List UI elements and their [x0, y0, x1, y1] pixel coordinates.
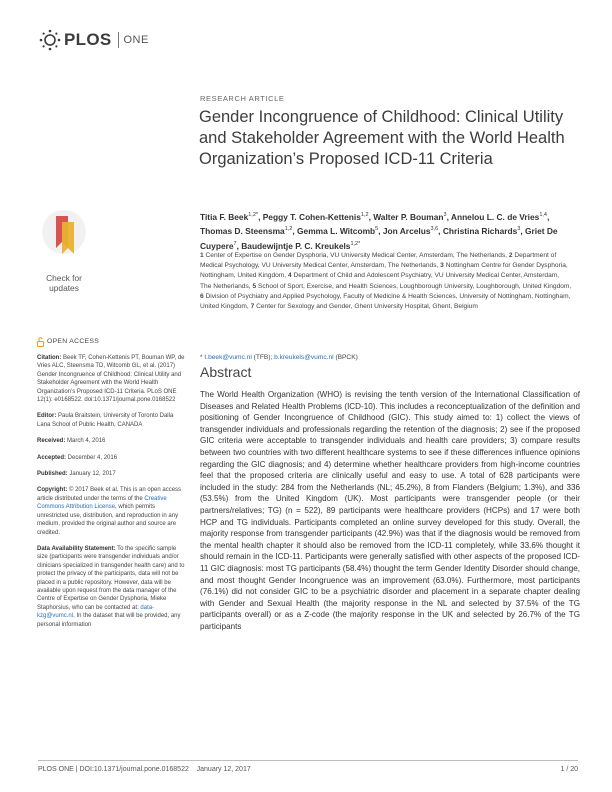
author-name: Peggy T. Cohen-Kettenis [262, 211, 361, 222]
editor-text: Paula Braitstein, University of Toronto Dalla Lana School of Public Health, CANADA [37, 413, 174, 428]
citation-text: Beek TF, Cohen-Kettenis PT, Bouman WP, de Vries ALC, Steensma TD, Witcomb GL, et al. (2017) Gender Incongruence of Childhood: Clinical Utility and Stakeholder Agreement with the World Health Organization’s Proposed ICD-11 Criteria. PLoS ONE 12(1): e0168522. doi:10.1371/journal.pone.0168522 [37, 355, 185, 404]
author-name: Christina Richards [442, 226, 518, 237]
author-affiliation-sup: 1,2 [248, 212, 256, 218]
affiliation-number: 7 [250, 303, 255, 311]
corresp-star: * [200, 354, 203, 361]
author-name: Jon Arcelus [382, 226, 431, 237]
affiliation-text: School of Sport, Exercise, and Health Sciences, Loughborough University, Loughborough, United Kingdom, [257, 282, 572, 290]
author-corresponding-star: * [255, 212, 259, 218]
abstract-text: The World Health Organization (WHO) is revising the tenth version of the International Classification of Diseases and Related Health Problems (ICD-10). This includes a reconceptualization of the definition and positioning of Gender Incongruence of Childhood (GIC). This study aimed to: 1) collect the views of transgender individuals and professionals regarding the retention of the diagnosis; 2) see if the proposed GIC criteria were acceptable to transgender individuals and health care providers; 3) compare results between two countries with two different healthcare systems to see if these differences influence opinions regarding the GIC diagnosis; and 4) determine whether healthcare providers from high-income countries feel that the proposed criteria are clinically useful and easy to use. A total of 628 participants were included in the study: 284 from the Netherlands (NL; 45.2%), 8 from Flanders (Belgium; 1.3%), and 336 (53.5%) from the United Kingdom (UK). Most participants were transgender people (or their partners/relatives; TG) (n = 522), 89 participants were healthcare providers (HCPs) and 17 were both HCP and TG individuals. Participants completed an online survey developed for this study. Overall, the majority response from transgender participants (42.9%) was that if the diagnosis would be removed from the mental health chapter it should also be removed from the ICD-11 completely, while 33.6% thought it should remain in the ICD-11. Participants were generally satisfied with other aspects of the proposed ICD-11 GIC diagnosis: most TG participants (58.4%) thought the term Gender Identity Disorder should change, and most thought Gender Incongruence was an improvement (63.0%). Furthermore, most participants (76.1%) did not consider GIC to be a psychiatric disorder and placement in a separate chapter dealing with Gender and Sexual Health (the majority response in the NL and selected by 37.5% of the TG participants overall) or as a Z-code (the majority response in the UK and selected by 26.7% of the TG participants [200, 390, 580, 631]
received-block [37, 437, 187, 445]
bookmark-icon [40, 208, 88, 264]
plos-logo[interactable] [38, 28, 149, 52]
received-date: March 4, 2016 [65, 438, 106, 445]
author-name: Titia F. Beek [200, 211, 249, 222]
corresp-end: (BPCK) [333, 354, 358, 361]
author-affiliation-sup: 1,4 [539, 212, 547, 218]
open-access-badge [37, 337, 187, 347]
published-block [37, 470, 187, 478]
affiliation-text: Center of Expertise on Gender Dysphoria, VU University Medical Center, Amsterdam, The Netherlands, [205, 252, 508, 259]
editor-block [37, 412, 187, 429]
email-link-bpck[interactable]: b.kreukels@vumc.nl [274, 354, 334, 361]
affiliation-text: Center for Sexology and Gender, Ghent University Hospital, Ghent, Belgium [256, 303, 478, 311]
author-affiliation-sup: 7 [233, 240, 237, 247]
author-affiliation-sup: 3 [517, 226, 521, 233]
accepted-label: Accepted: [37, 454, 67, 461]
published-label: Published: [37, 471, 68, 478]
check-label-line1: Check for [46, 273, 82, 283]
author-name: Gemma L. Witcomb [297, 226, 376, 237]
copyright-block [37, 486, 187, 536]
logo-sub: ONE [123, 34, 149, 46]
check-label-line2: updates [49, 283, 79, 293]
citation-block [37, 354, 187, 404]
accepted-date: December 4, 2016 [66, 454, 118, 461]
author-affiliation-sup: 1,2 [284, 226, 293, 233]
copyright-label: Copyright: [37, 487, 68, 494]
logo-name: PLOS [64, 30, 112, 49]
affiliation-text: Division of Psychiatry and Applied Psychology, Faculty of Medicine & Health Sciences, University of Nottingham, Nottingham, United Kingdom, [200, 292, 571, 311]
data-email-link[interactable]: data-kzg@vumc.nl [37, 604, 155, 620]
affiliation-number: 4 [287, 272, 292, 280]
received-label: Received: [37, 438, 66, 445]
plos-dots-icon [38, 28, 62, 52]
author-name: Annelou L. C. de Vries [450, 211, 540, 222]
editor-label: Editor: [37, 413, 57, 420]
author-affiliation-sup: 1,2 [350, 240, 359, 247]
author-list: Titia F. Beek$^{1,2*}$, Peggy T. Cohen-Kettenis$^{1,2}$, Walter P. Bouman$^3$, Annelou L. C. de Vries$^{1,4}$, Thomas D. Steensma$^{1,2}$, Gemma L. Witcomb$^5$, Jon Arcelus$^{3,6}$, Christina Richards$^3$, Griet De Cuypere$^7$, Baudewijntje P. C. Kreukels$^{1,2*}$ [200, 211, 558, 251]
open-lock-icon [37, 337, 44, 347]
data-availability-block [37, 545, 187, 629]
logo-divider [118, 32, 119, 48]
open-access-label: OPEN ACCESS [47, 337, 100, 345]
email-link-tfb[interactable]: t.beek@vumc.nl [204, 354, 252, 361]
affiliation-text: Nottingham Centre for Gender Dysphoria, Nottingham, United Kingdom, [200, 262, 568, 280]
corresp-mid: (TFB); [251, 354, 275, 361]
author-name: Baudewijntje P. C. Kreukels [241, 240, 351, 251]
author-name: Thomas D. Steensma [200, 226, 285, 237]
affiliation-number: 1 [200, 252, 204, 259]
correspondence [200, 354, 570, 361]
affiliations [200, 251, 572, 312]
page-number: 1 / 20 [560, 766, 578, 773]
author-name: Griet De Cuypere [200, 226, 558, 251]
article-type: RESEARCH ARTICLE [200, 94, 285, 103]
data-availability-text-end: . In the dataset that will be provided, any personal information [37, 613, 181, 628]
abstract-heading: Abstract [200, 364, 252, 380]
author-affiliation-sup: 3,6 [430, 226, 439, 233]
published-date: January 12, 2017 [67, 471, 116, 478]
author-affiliation-sup: 5 [375, 226, 379, 233]
author-affiliation-sup: 1,2 [360, 212, 369, 218]
accepted-block [37, 454, 187, 462]
affiliation-text: Department of Medical Psychology, VU University Medical Center, Amsterdam, The Netherlands, [200, 252, 557, 270]
footer-citation: PLOS ONE | DOI:10.1371/journal.pone.0168522 January 12, 2017 [38, 766, 251, 773]
author-name: Walter P. Bouman [373, 211, 444, 222]
license-link[interactable]: Creative Commons Attribution License [37, 495, 167, 511]
citation-label: Citation: [37, 355, 62, 361]
author-affiliation-sup: 3 [443, 212, 447, 218]
page-footer [38, 766, 578, 778]
footer-divider [38, 760, 578, 761]
data-availability-label: Data Availability Statement: [37, 545, 116, 552]
affiliation-number: 5 [252, 282, 257, 290]
sidebar [37, 337, 187, 637]
data-availability-text: To the specific sample size (participants were transgender individuals and/or clinicians specialized in transgender health care) and to protect the privacy of the participants, data will not be placed in a public repository. However, data will be available upon request from the data manager of the Centre of Expertise on Gender Dysphoria, Mieke Staphorsius, who can be contacted at: [37, 545, 185, 611]
affiliation-number: 6 [200, 292, 204, 300]
affiliation-number: 2 [508, 252, 513, 259]
copyright-text: © 2017 Beek et al. This is an open access article distributed under the terms of the [37, 487, 182, 502]
affiliation-number: 3 [440, 262, 444, 270]
article-title: Gender Incongruence of Childhood: Clinical Utility and Stakeholder Agreement with the World Health Organization’s Proposed ICD-11 Criteria [199, 108, 565, 168]
check-for-updates-button[interactable] [40, 208, 88, 293]
author-corresponding-star: * [358, 240, 361, 247]
affiliation-text: Department of Child and Adolescent Psychiatry, VU University Medical Center, Amsterdam, The Netherlands, [200, 272, 560, 290]
copyright-text-end: , which permits unrestricted use, distribution, and reproduction in any medium, provided the original author and source are credited. [37, 504, 179, 536]
